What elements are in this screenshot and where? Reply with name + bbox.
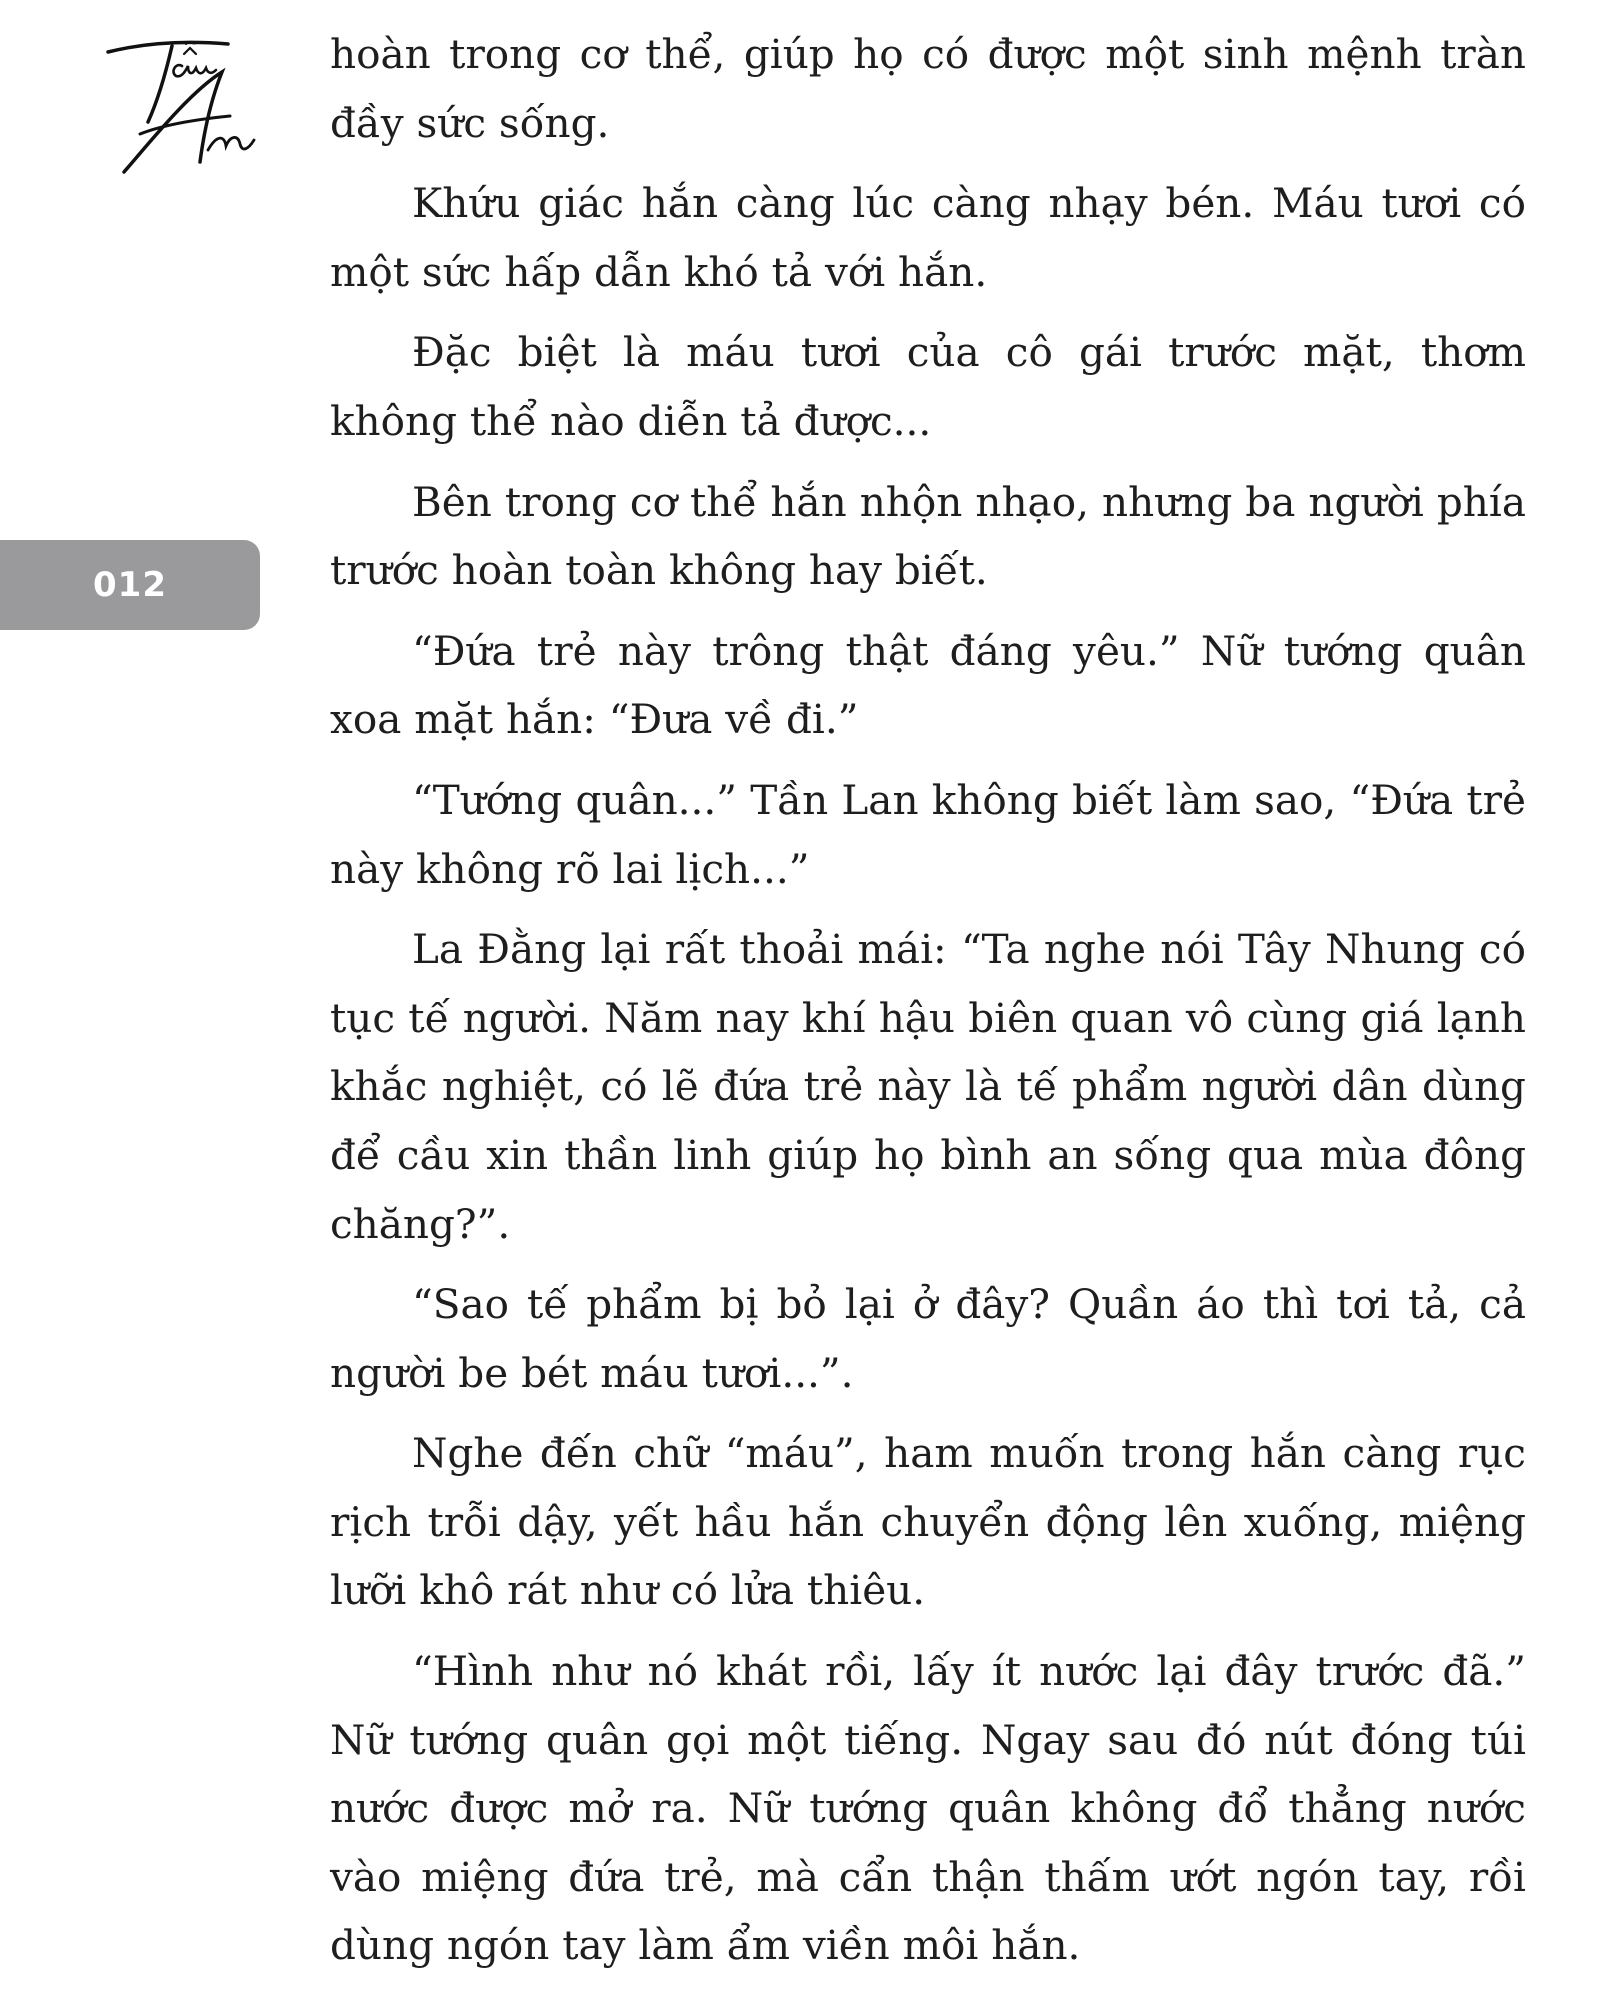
signature-logo-icon	[100, 22, 270, 182]
paragraph: “Tướng quân...” Tần Lan không biết làm sao, “Đứa trẻ này không rõ lai lịch...”	[330, 775, 1526, 893]
paragraph: Bên trong cơ thể hắn nhộn nhạo, nhưng ba người phía trước hoàn toàn không hay biết.	[330, 477, 1526, 595]
publisher-logo	[100, 22, 270, 182]
paragraph: hoàn trong cơ thể, giúp họ có được một sinh mệnh tràn đầy sức sống.	[330, 30, 1526, 147]
page-number: 012	[93, 565, 167, 605]
body-text	[330, 20, 1526, 1992]
paragraph: Nghe đến chữ “máu”, ham muốn trong hắn càng rục rịch trỗi dậy, yết hầu hắn chuyển động lên xuống, miệng lưỡi khô rát như có lửa thiêu.	[330, 1429, 1526, 1615]
paragraph: “Đứa trẻ này trông thật đáng yêu.” Nữ tướng quân xoa mặt hắn: “Đưa về đi.”	[330, 626, 1526, 744]
paragraph: “Sao tế phẩm bị bỏ lại ở đây? Quần áo thì tơi tả, cả người be bét máu tươi...”.	[330, 1280, 1526, 1397]
page-number-tab	[0, 540, 260, 630]
paragraph: “Hình như nó khát rồi, lấy ít nước lại đây trước đã.” Nữ tướng quân gọi một tiếng. Ngay sau đó nút đóng túi nước được mở ra. Nữ tướng quân không đổ thẳng nước vào miệng đứa trẻ, mà cẩn thận thấm ướt ngón tay, rồi dùng ngón tay làm ẩm viền môi hắn.	[330, 1647, 1526, 1970]
paragraph: Khứu giác hắn càng lúc càng nhạy bén. Máu tươi có một sức hấp dẫn khó tả với hắn.	[330, 179, 1526, 296]
paragraph: Đặc biệt là máu tươi của cô gái trước mặt, thơm không thể nào diễn tả được...	[330, 328, 1526, 445]
paragraph: La Đằng lại rất thoải mái: “Ta nghe nói Tây Nhung có tục tế người. Năm nay khí hậu biên quan vô cùng giá lạnh khắc nghiệt, có lẽ đứa trẻ này là tế phẩm người dân dùng để cầu xin thần linh giúp họ bình an sống qua mùa đông chăng?”.	[330, 925, 1526, 1248]
